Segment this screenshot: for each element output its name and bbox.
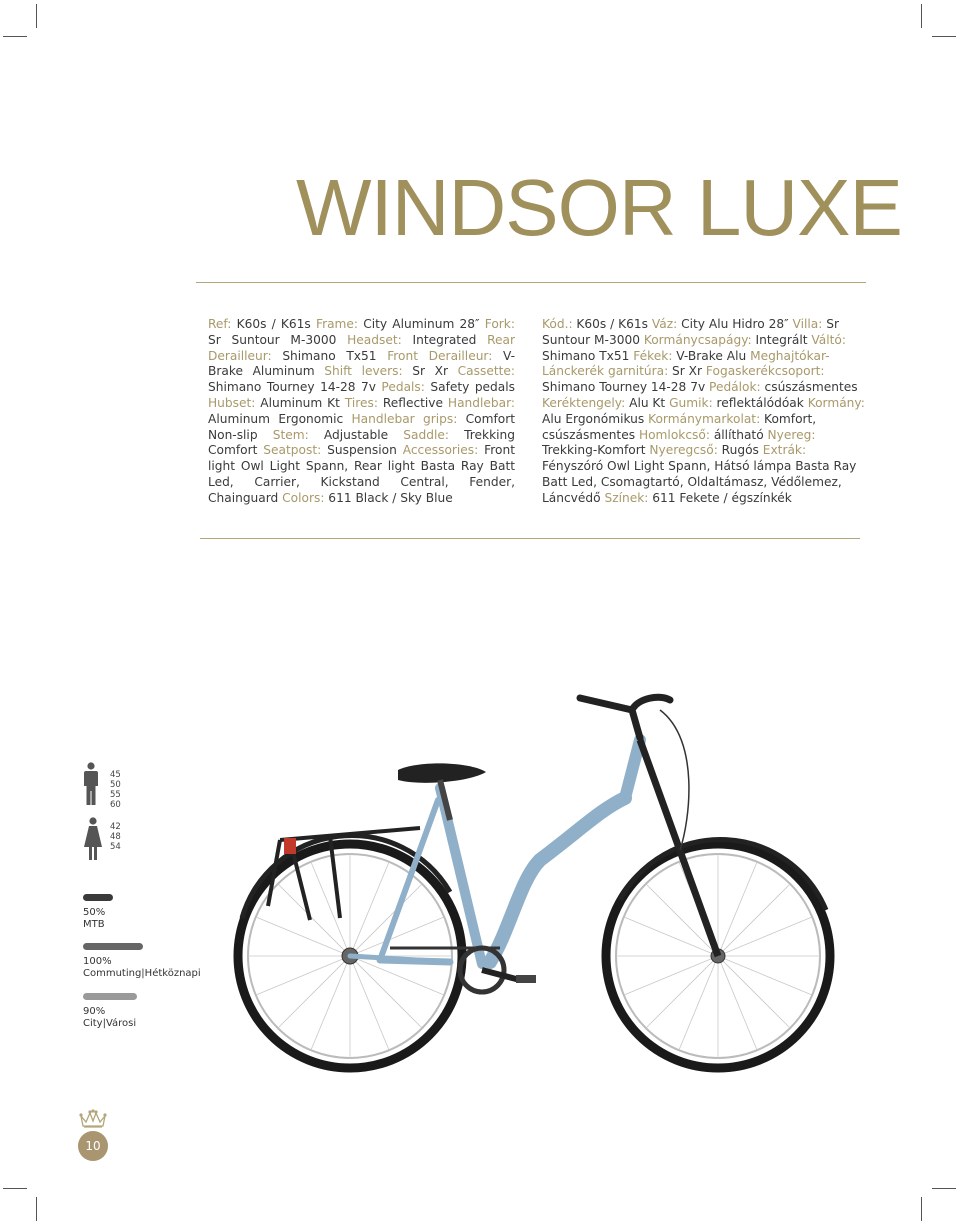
spec-value: Alu Ergonómikus (542, 411, 649, 426)
spec-value: Suspension (321, 443, 403, 458)
spec-label: Fékek: (633, 348, 673, 363)
crop-mark (932, 36, 956, 37)
title-divider (196, 282, 866, 283)
size-value: 42 (110, 822, 121, 832)
crop-mark (36, 1197, 37, 1221)
crop-mark (921, 1197, 922, 1221)
spec-value: Shimano Tx51 (542, 348, 634, 363)
specs-divider (200, 538, 860, 539)
spec-value: Integrated (401, 332, 488, 347)
spec-label: Fork: (484, 317, 515, 331)
spec-value: Shimano Tourney 14-28 7v (542, 380, 710, 395)
spec-value: Sr Suntour M-3000 (208, 332, 348, 347)
spec-value: Trekking-Komfort (542, 443, 650, 458)
spec-value: K60s / K61s (572, 317, 652, 331)
spec-label: Handlebar: (447, 395, 515, 410)
size-value: 60 (110, 800, 121, 810)
spec-label: Váz: (651, 317, 678, 331)
spec-value: Fényszóró Owl Light Spann, Hátsó lámpa Basta Ray Batt Led, Csomagtartó, Oldaltámasz, Védőlemez, Láncvédő (542, 459, 857, 505)
size-value: 55 (110, 790, 121, 800)
spec-label: Frame: (315, 317, 359, 331)
spec-label: Nyeregcső: (649, 443, 718, 458)
spec-value: Reflective (377, 395, 448, 410)
spec-value: Sr Suntour M-3000 (542, 317, 839, 347)
usage-bar (83, 943, 143, 950)
usage-bar (83, 894, 113, 901)
spec-value: K60s / K61s (231, 317, 316, 331)
spec-label: Kód.: (542, 317, 573, 331)
usage-label: MTB (83, 919, 105, 930)
spec-label: Cassette: (457, 364, 515, 379)
spec-value: Sr Xr (668, 364, 706, 379)
female-size-icon (84, 817, 102, 861)
spec-label: Homlokcső: (638, 427, 710, 442)
spec-value: reflektálódóak (712, 395, 808, 410)
spec-label: Meghajtókar-Lánckerék garnitúra: (542, 348, 830, 379)
spec-label: Extrák: (762, 443, 807, 458)
spec-value: 611 Black / Sky Blue (324, 490, 453, 505)
crop-mark (3, 36, 27, 37)
spec-value: V-Brake Alu (672, 348, 751, 363)
spec-value: Aluminum Ergonomic (208, 411, 352, 426)
spec-label: Colors: (282, 490, 325, 505)
crop-mark (932, 1188, 956, 1189)
usage-percent: 50% (83, 907, 106, 918)
spec-label: Kormánycsapágy: (643, 332, 752, 347)
spec-label: Seatpost: (263, 443, 322, 458)
specs-hungarian (542, 317, 868, 507)
spec-value: Komfort, csúszásmentes (542, 411, 817, 442)
spec-label: Váltó: (811, 332, 846, 347)
spec-value: Sr Xr (402, 364, 458, 379)
spec-label: Accessories: (402, 443, 479, 458)
specs-english (208, 317, 515, 507)
crown-icon (78, 1108, 108, 1130)
spec-label: Kormány: (807, 395, 865, 410)
size-value: 54 (110, 842, 121, 852)
spec-value: 611 Fekete / égszínkék (648, 490, 792, 505)
spec-label: Pedals: (381, 380, 425, 395)
spec-label: Fogaskerékcsoport: (705, 364, 825, 379)
usage-label: Commuting|Hétköznapi (83, 968, 201, 979)
spec-label: Stem: (272, 427, 309, 442)
handlebar (580, 697, 670, 738)
spec-label: Tires: (344, 395, 378, 410)
spec-value: Safety pedals (424, 380, 515, 395)
pedal (516, 975, 536, 983)
spec-label: Handlebar grips: (351, 411, 458, 426)
spec-value: Shimano Tx51 (271, 348, 388, 363)
male-size-icon (83, 762, 99, 806)
usage-percent: 100% (83, 956, 112, 967)
spec-label: Színek: (604, 490, 649, 505)
usage-item (83, 1006, 136, 1030)
spec-value: Shimano Tourney 14-28 7v (208, 380, 382, 395)
spec-label: Front Derailleur: (387, 348, 493, 363)
spec-label: Rear Derailleur: (208, 332, 515, 363)
usage-bar (83, 993, 137, 1000)
crop-mark (3, 1188, 27, 1189)
spec-value: Trekking Comfort (208, 427, 515, 458)
female-sizes (110, 822, 121, 852)
spec-label: Nyereg: (767, 427, 816, 442)
spec-value: Rugós (717, 443, 763, 458)
spec-label: Gumik: (669, 395, 713, 410)
male-sizes (110, 770, 121, 810)
spec-label: Saddle: (403, 427, 449, 442)
spec-value: Integrált (751, 332, 812, 347)
spec-label: Villa: (792, 317, 823, 331)
spec-label: Shift levers: (324, 364, 403, 379)
crop-mark (921, 4, 922, 28)
size-value: 48 (110, 832, 121, 842)
spec-label: Kormánymarkolat: (648, 411, 761, 426)
spec-value: Alu Kt (625, 395, 670, 410)
crop-mark (36, 4, 37, 28)
usage-item (83, 956, 201, 980)
spec-value: Comfort Non-slip (208, 411, 515, 442)
spec-label: Pedálok: (709, 380, 761, 395)
spec-value: Aluminum Kt (255, 395, 345, 410)
spec-label: Ref: (208, 317, 232, 331)
spec-value: csúszásmentes (760, 380, 858, 395)
spec-value: Adjustable (308, 427, 404, 442)
usage-label: City|Városi (83, 1018, 137, 1029)
spec-value: City Alu Hidro 28″ (677, 317, 793, 331)
size-value: 50 (110, 780, 121, 790)
spec-value: V-Brake Aluminum (208, 348, 516, 379)
spec-value: Front light Owl Light Spann, Rear light Basta Ray Batt Led, Carrier, Kickstand Central, Fender, Chainguard (208, 443, 516, 505)
page-number: 10 (78, 1131, 108, 1161)
rear-light (284, 838, 296, 854)
spec-label: Headset: (347, 332, 402, 347)
usage-percent: 90% (83, 1006, 106, 1017)
size-value: 45 (110, 770, 121, 780)
spec-label: Hubset: (208, 395, 256, 410)
usage-item (83, 907, 105, 931)
page-title: WINDSOR LUXE (296, 163, 902, 252)
bicycle-image (220, 680, 850, 1090)
spec-value: City Aluminum 28″ (358, 317, 485, 331)
spec-value: állítható (709, 427, 768, 442)
spec-label: Keréktengely: (542, 395, 626, 410)
